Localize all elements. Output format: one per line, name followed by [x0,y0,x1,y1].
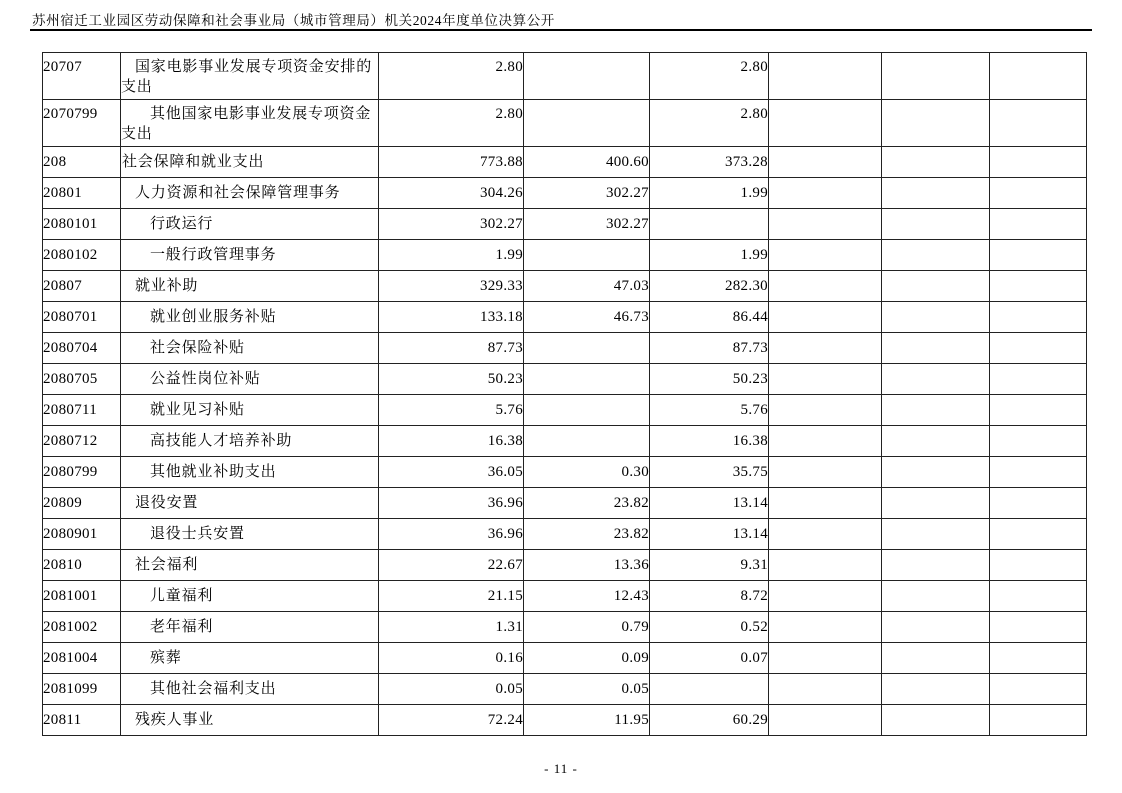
row-blank-cell-1 [769,209,882,240]
row-name-cell: 其他就业补助支出 [121,457,379,488]
row-blank-cell-3 [990,426,1087,457]
table-row [43,674,1087,705]
row-blank-cell-2 [882,581,990,612]
row-amount-cell-3: 5.76 [650,395,769,426]
row-blank-cell-2 [882,395,990,426]
row-blank-cell-1 [769,100,882,147]
row-code-cell: 2080704 [43,333,121,364]
row-name-cell: 公益性岗位补贴 [121,364,379,395]
row-name-cell: 社会保障和就业支出 [121,147,379,178]
row-amount-cell-3: 8.72 [650,581,769,612]
row-blank-cell-1 [769,674,882,705]
row-code-cell: 2081004 [43,643,121,674]
row-amount-cell-2 [524,333,650,364]
row-blank-cell-3 [990,302,1087,333]
table-row [43,178,1087,209]
row-blank-cell-3 [990,178,1087,209]
row-amount-cell-2: 302.27 [524,209,650,240]
row-amount-cell-1: 50.23 [379,364,524,395]
row-amount-cell-3: 86.44 [650,302,769,333]
row-blank-cell-1 [769,364,882,395]
row-blank-cell-2 [882,550,990,581]
row-amount-cell-2: 23.82 [524,519,650,550]
row-amount-cell-2 [524,426,650,457]
row-amount-cell-1: 304.26 [379,178,524,209]
row-blank-cell-1 [769,643,882,674]
row-name-cell: 人力资源和社会保障管理事务 [121,178,379,209]
row-blank-cell-1 [769,271,882,302]
table-row [43,426,1087,457]
row-name-cell: 退役安置 [121,488,379,519]
table-row [43,271,1087,302]
row-code-cell: 2070799 [43,100,121,147]
table-row [43,240,1087,271]
row-amount-cell-1: 1.99 [379,240,524,271]
row-blank-cell-1 [769,612,882,643]
row-name-cell: 其他社会福利支出 [121,674,379,705]
row-blank-cell-2 [882,178,990,209]
row-amount-cell-2: 400.60 [524,147,650,178]
row-amount-cell-1: 133.18 [379,302,524,333]
row-amount-cell-3: 16.38 [650,426,769,457]
row-blank-cell-2 [882,53,990,100]
header-rule [30,29,1092,31]
row-blank-cell-2 [882,302,990,333]
row-name-cell: 社会福利 [121,550,379,581]
row-name-cell: 退役士兵安置 [121,519,379,550]
row-blank-cell-2 [882,519,990,550]
row-code-cell: 2080701 [43,302,121,333]
row-name-cell: 社会保险补贴 [121,333,379,364]
row-code-cell: 2080712 [43,426,121,457]
row-amount-cell-1: 36.05 [379,457,524,488]
row-amount-cell-1: 5.76 [379,395,524,426]
row-blank-cell-3 [990,457,1087,488]
row-amount-cell-2: 0.09 [524,643,650,674]
row-blank-cell-2 [882,271,990,302]
row-amount-cell-2 [524,395,650,426]
row-code-cell: 2081099 [43,674,121,705]
table-row [43,147,1087,178]
row-amount-cell-1: 0.16 [379,643,524,674]
row-blank-cell-1 [769,147,882,178]
document-title: 苏州宿迁工业园区劳动保障和社会事业局（城市管理局）机关2024年度单位决算公开 [32,13,555,28]
row-blank-cell-2 [882,674,990,705]
table-row [43,550,1087,581]
row-amount-cell-3: 1.99 [650,240,769,271]
row-blank-cell-1 [769,705,882,736]
row-blank-cell-3 [990,100,1087,147]
row-amount-cell-2: 302.27 [524,178,650,209]
row-blank-cell-3 [990,240,1087,271]
row-blank-cell-2 [882,209,990,240]
budget-table [42,52,1087,736]
row-amount-cell-2: 11.95 [524,705,650,736]
row-amount-cell-3: 2.80 [650,100,769,147]
row-blank-cell-3 [990,674,1087,705]
row-amount-cell-2: 13.36 [524,550,650,581]
row-amount-cell-1: 36.96 [379,519,524,550]
row-name-cell: 就业补助 [121,271,379,302]
row-amount-cell-3: 50.23 [650,364,769,395]
row-blank-cell-3 [990,271,1087,302]
row-amount-cell-1: 1.31 [379,612,524,643]
row-name-cell: 就业见习补贴 [121,395,379,426]
row-blank-cell-2 [882,426,990,457]
row-blank-cell-2 [882,612,990,643]
row-blank-cell-3 [990,550,1087,581]
row-amount-cell-3: 2.80 [650,53,769,100]
row-amount-cell-1: 21.15 [379,581,524,612]
row-amount-cell-2 [524,240,650,271]
row-amount-cell-1: 72.24 [379,705,524,736]
row-code-cell: 20811 [43,705,121,736]
row-code-cell: 2080711 [43,395,121,426]
row-blank-cell-3 [990,364,1087,395]
row-amount-cell-1: 0.05 [379,674,524,705]
row-blank-cell-1 [769,333,882,364]
row-amount-cell-3 [650,674,769,705]
row-code-cell: 20807 [43,271,121,302]
row-code-cell: 2080799 [43,457,121,488]
row-name-cell: 高技能人才培养补助 [121,426,379,457]
row-amount-cell-3: 13.14 [650,519,769,550]
row-amount-cell-3: 373.28 [650,147,769,178]
table-row [43,395,1087,426]
row-blank-cell-2 [882,488,990,519]
row-blank-cell-3 [990,147,1087,178]
row-amount-cell-3: 35.75 [650,457,769,488]
row-blank-cell-1 [769,302,882,333]
table-row [43,488,1087,519]
row-blank-cell-3 [990,209,1087,240]
row-name-cell: 殡葬 [121,643,379,674]
row-amount-cell-1: 36.96 [379,488,524,519]
row-blank-cell-3 [990,705,1087,736]
row-code-cell: 2080901 [43,519,121,550]
table-row [43,209,1087,240]
row-code-cell: 2080101 [43,209,121,240]
row-amount-cell-1: 2.80 [379,100,524,147]
row-amount-cell-3: 0.07 [650,643,769,674]
row-blank-cell-1 [769,426,882,457]
row-blank-cell-2 [882,240,990,271]
row-amount-cell-3: 282.30 [650,271,769,302]
row-amount-cell-1: 22.67 [379,550,524,581]
row-blank-cell-3 [990,519,1087,550]
table-row [43,302,1087,333]
row-code-cell: 20801 [43,178,121,209]
row-name-cell: 老年福利 [121,612,379,643]
row-blank-cell-1 [769,581,882,612]
table-row [43,53,1087,100]
row-amount-cell-1: 2.80 [379,53,524,100]
row-name-cell: 行政运行 [121,209,379,240]
row-amount-cell-1: 302.27 [379,209,524,240]
row-blank-cell-1 [769,178,882,209]
row-amount-cell-2: 0.79 [524,612,650,643]
table-row [43,705,1087,736]
row-blank-cell-2 [882,364,990,395]
row-blank-cell-1 [769,53,882,100]
row-amount-cell-3: 1.99 [650,178,769,209]
row-blank-cell-1 [769,395,882,426]
row-blank-cell-3 [990,488,1087,519]
row-amount-cell-2 [524,100,650,147]
row-blank-cell-1 [769,488,882,519]
row-blank-cell-3 [990,333,1087,364]
page-number: - 11 - [544,761,578,776]
row-amount-cell-1: 329.33 [379,271,524,302]
row-blank-cell-3 [990,643,1087,674]
row-amount-cell-3: 13.14 [650,488,769,519]
row-blank-cell-1 [769,519,882,550]
table-row [43,333,1087,364]
row-code-cell: 2081001 [43,581,121,612]
row-code-cell: 20809 [43,488,121,519]
row-amount-cell-2: 0.30 [524,457,650,488]
row-code-cell: 20707 [43,53,121,100]
row-name-cell: 残疾人事业 [121,705,379,736]
row-amount-cell-1: 16.38 [379,426,524,457]
row-blank-cell-2 [882,333,990,364]
row-amount-cell-2: 46.73 [524,302,650,333]
row-amount-cell-3: 87.73 [650,333,769,364]
table-row [43,612,1087,643]
row-amount-cell-2: 23.82 [524,488,650,519]
row-blank-cell-3 [990,581,1087,612]
row-code-cell: 20810 [43,550,121,581]
row-blank-cell-3 [990,53,1087,100]
row-blank-cell-2 [882,147,990,178]
table-row [43,519,1087,550]
row-name-cell: 国家电影事业发展专项资金安排的支出 [121,53,379,100]
row-amount-cell-3: 9.31 [650,550,769,581]
row-code-cell: 208 [43,147,121,178]
row-code-cell: 2080705 [43,364,121,395]
table-row [43,364,1087,395]
row-name-cell: 其他国家电影事业发展专项资金支出 [121,100,379,147]
row-amount-cell-2: 47.03 [524,271,650,302]
row-amount-cell-1: 87.73 [379,333,524,364]
table-row [43,581,1087,612]
row-amount-cell-1: 773.88 [379,147,524,178]
row-blank-cell-2 [882,643,990,674]
row-blank-cell-2 [882,100,990,147]
row-amount-cell-3 [650,209,769,240]
row-amount-cell-2: 12.43 [524,581,650,612]
row-blank-cell-1 [769,550,882,581]
table-row [43,643,1087,674]
row-blank-cell-2 [882,705,990,736]
row-name-cell: 就业创业服务补贴 [121,302,379,333]
row-amount-cell-2 [524,364,650,395]
row-code-cell: 2080102 [43,240,121,271]
row-blank-cell-3 [990,395,1087,426]
row-name-cell: 一般行政管理事务 [121,240,379,271]
table-row [43,457,1087,488]
row-blank-cell-1 [769,457,882,488]
row-blank-cell-3 [990,612,1087,643]
row-blank-cell-1 [769,240,882,271]
row-code-cell: 2081002 [43,612,121,643]
row-amount-cell-2: 0.05 [524,674,650,705]
row-name-cell: 儿童福利 [121,581,379,612]
row-amount-cell-3: 0.52 [650,612,769,643]
table-row [43,100,1087,147]
row-amount-cell-3: 60.29 [650,705,769,736]
row-blank-cell-2 [882,457,990,488]
row-amount-cell-2 [524,53,650,100]
